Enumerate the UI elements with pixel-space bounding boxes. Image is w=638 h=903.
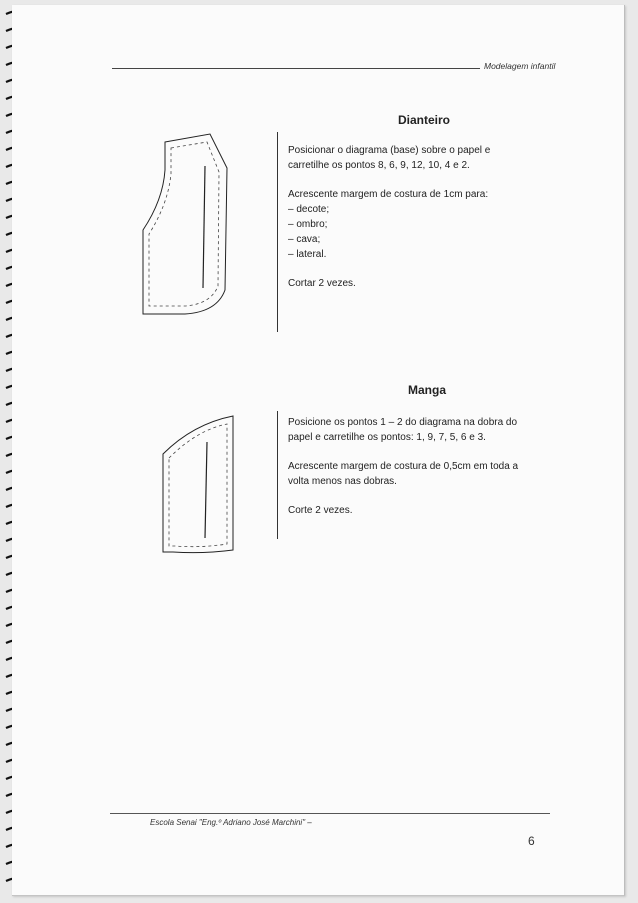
- manga-title: Manga: [408, 383, 447, 397]
- header-title: Modelagem infantil: [484, 61, 556, 71]
- dianteiro-text: [288, 143, 588, 291]
- front-bodice-pattern-icon: [135, 130, 235, 320]
- dianteiro-paragraph-1-line-1: Posicionar o diagrama (base) sobre o papel e: [288, 145, 491, 156]
- manga-text: [288, 415, 588, 518]
- header-rule: [112, 68, 480, 69]
- sleeve-pattern-icon: [155, 412, 245, 562]
- manga-paragraph-3: Corte 2 vezes.: [288, 505, 353, 516]
- dianteiro-title: Dianteiro: [398, 113, 451, 127]
- page-number: 6: [528, 834, 535, 848]
- dianteiro-paragraph-2: Acrescente margem de costura de 1cm para:: [288, 189, 489, 200]
- manga-paragraph-2-line-2: volta menos nas dobras.: [288, 476, 397, 487]
- footer-school: Escola Senai "Eng.º Adriano José Marchini" –: [150, 818, 312, 827]
- footer-rule: [110, 813, 550, 814]
- dianteiro-list-item-4: – lateral.: [288, 249, 327, 260]
- dianteiro-paragraph-3: Cortar 2 vezes.: [288, 278, 356, 289]
- manga-paragraph-1-line-2: papel e carretilhe os pontos: 1, 9, 7, 5, 6 e 3.: [288, 432, 486, 443]
- dianteiro-paragraph-1-line-2: carretilhe os pontos 8, 6, 9, 12, 10, 4 e 2.: [288, 160, 470, 171]
- dianteiro-divider: [277, 132, 278, 332]
- manga-divider: [277, 411, 278, 539]
- dianteiro-list-item-2: – ombro;: [288, 219, 328, 230]
- manga-paragraph-1-line-1: Posicione os pontos 1 – 2 do diagrama na dobra do: [288, 417, 518, 428]
- dianteiro-list-item-3: – cava;: [288, 234, 321, 245]
- dianteiro-list-item-1: – decote;: [288, 204, 330, 215]
- manga-paragraph-2-line-1: Acrescente margem de costura de 0,5cm em toda a: [288, 461, 519, 472]
